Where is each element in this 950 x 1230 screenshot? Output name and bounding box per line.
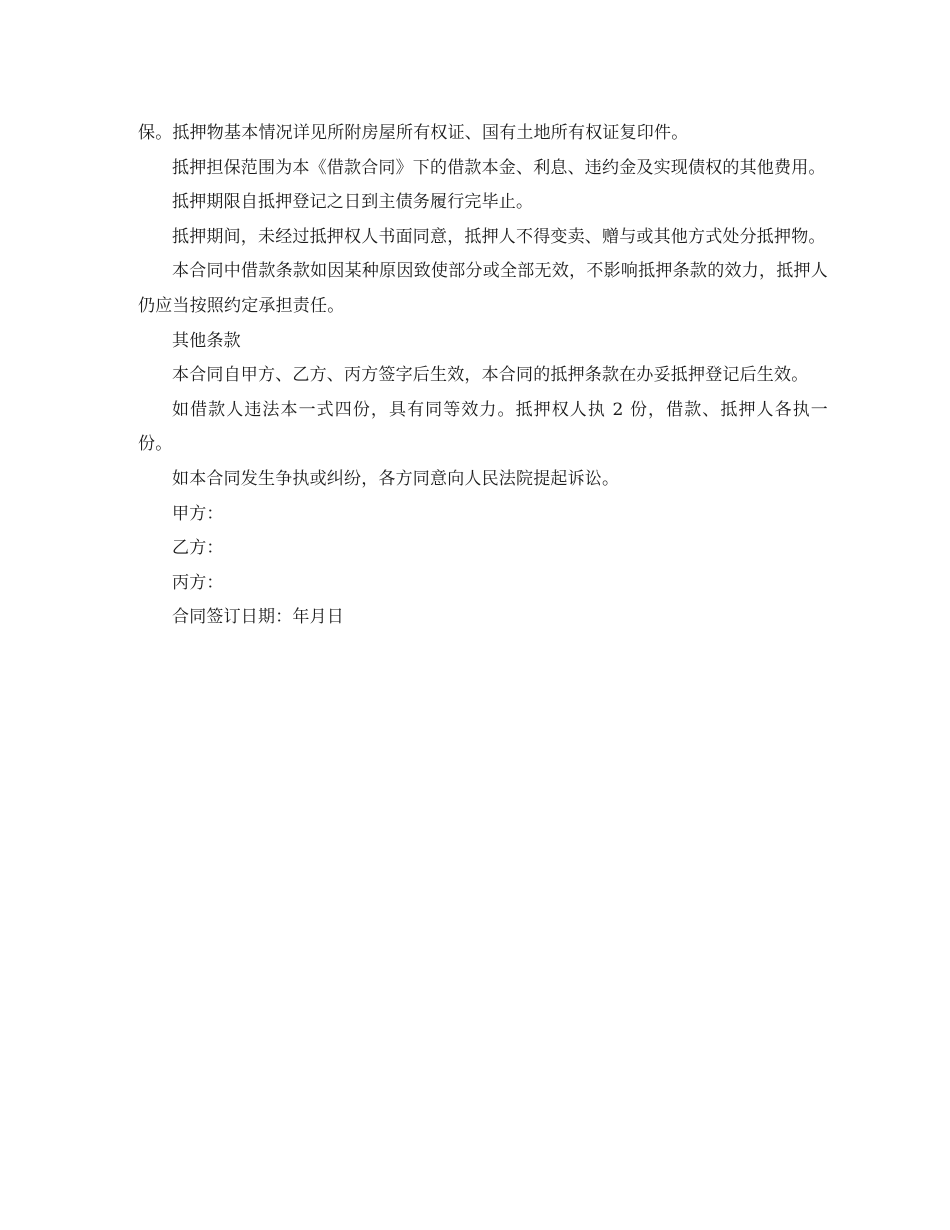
paragraph-disposal-restriction: 抵押期间，未经过抵押权人书面同意，抵押人不得变卖、赠与或其他方式处分抵押物。 [172,226,826,247]
paragraph-effectiveness: 本合同自甲方、乙方、丙方签字后生效，本合同的抵押条款在办妥抵押登记后生效。 [172,365,809,386]
paragraph-mortgage-term: 抵押期限自抵押登记之日到主债务履行完毕止。 [172,192,534,213]
paragraph-copies: 如借款人违法本一式四份，具有同等效力。抵押权人执 2 份，借款、抵押人各执一份。 [138,399,828,455]
document-body [138,116,828,635]
paragraph-property-description: 保。抵押物基本情况详见所附房屋所有权证、国有土地所有权证复印件。 [138,123,689,143]
paragraph-clause-validity: 本合同中借款条款如因某种原因致使部分或全部无效，不影响抵押条款的效力，抵押人仍应当按照约定承担责任。 [138,261,828,316]
signature-party-c: 丙方： [172,572,224,593]
signature-party-b: 乙方： [172,538,224,559]
signature-party-a: 甲方： [172,503,224,524]
section-heading-other-clauses: 其他条款 [172,330,241,351]
paragraph-guarantee-scope: 抵押担保范围为本《借款合同》下的借款本金、利息、违约金及实现债权的其他费用。 [172,157,826,178]
signing-date: 合同签订日期：年月日 [172,607,344,628]
paragraph-dispute-resolution: 如本合同发生争执或纠纷，各方同意向人民法院提起诉讼。 [172,468,620,489]
